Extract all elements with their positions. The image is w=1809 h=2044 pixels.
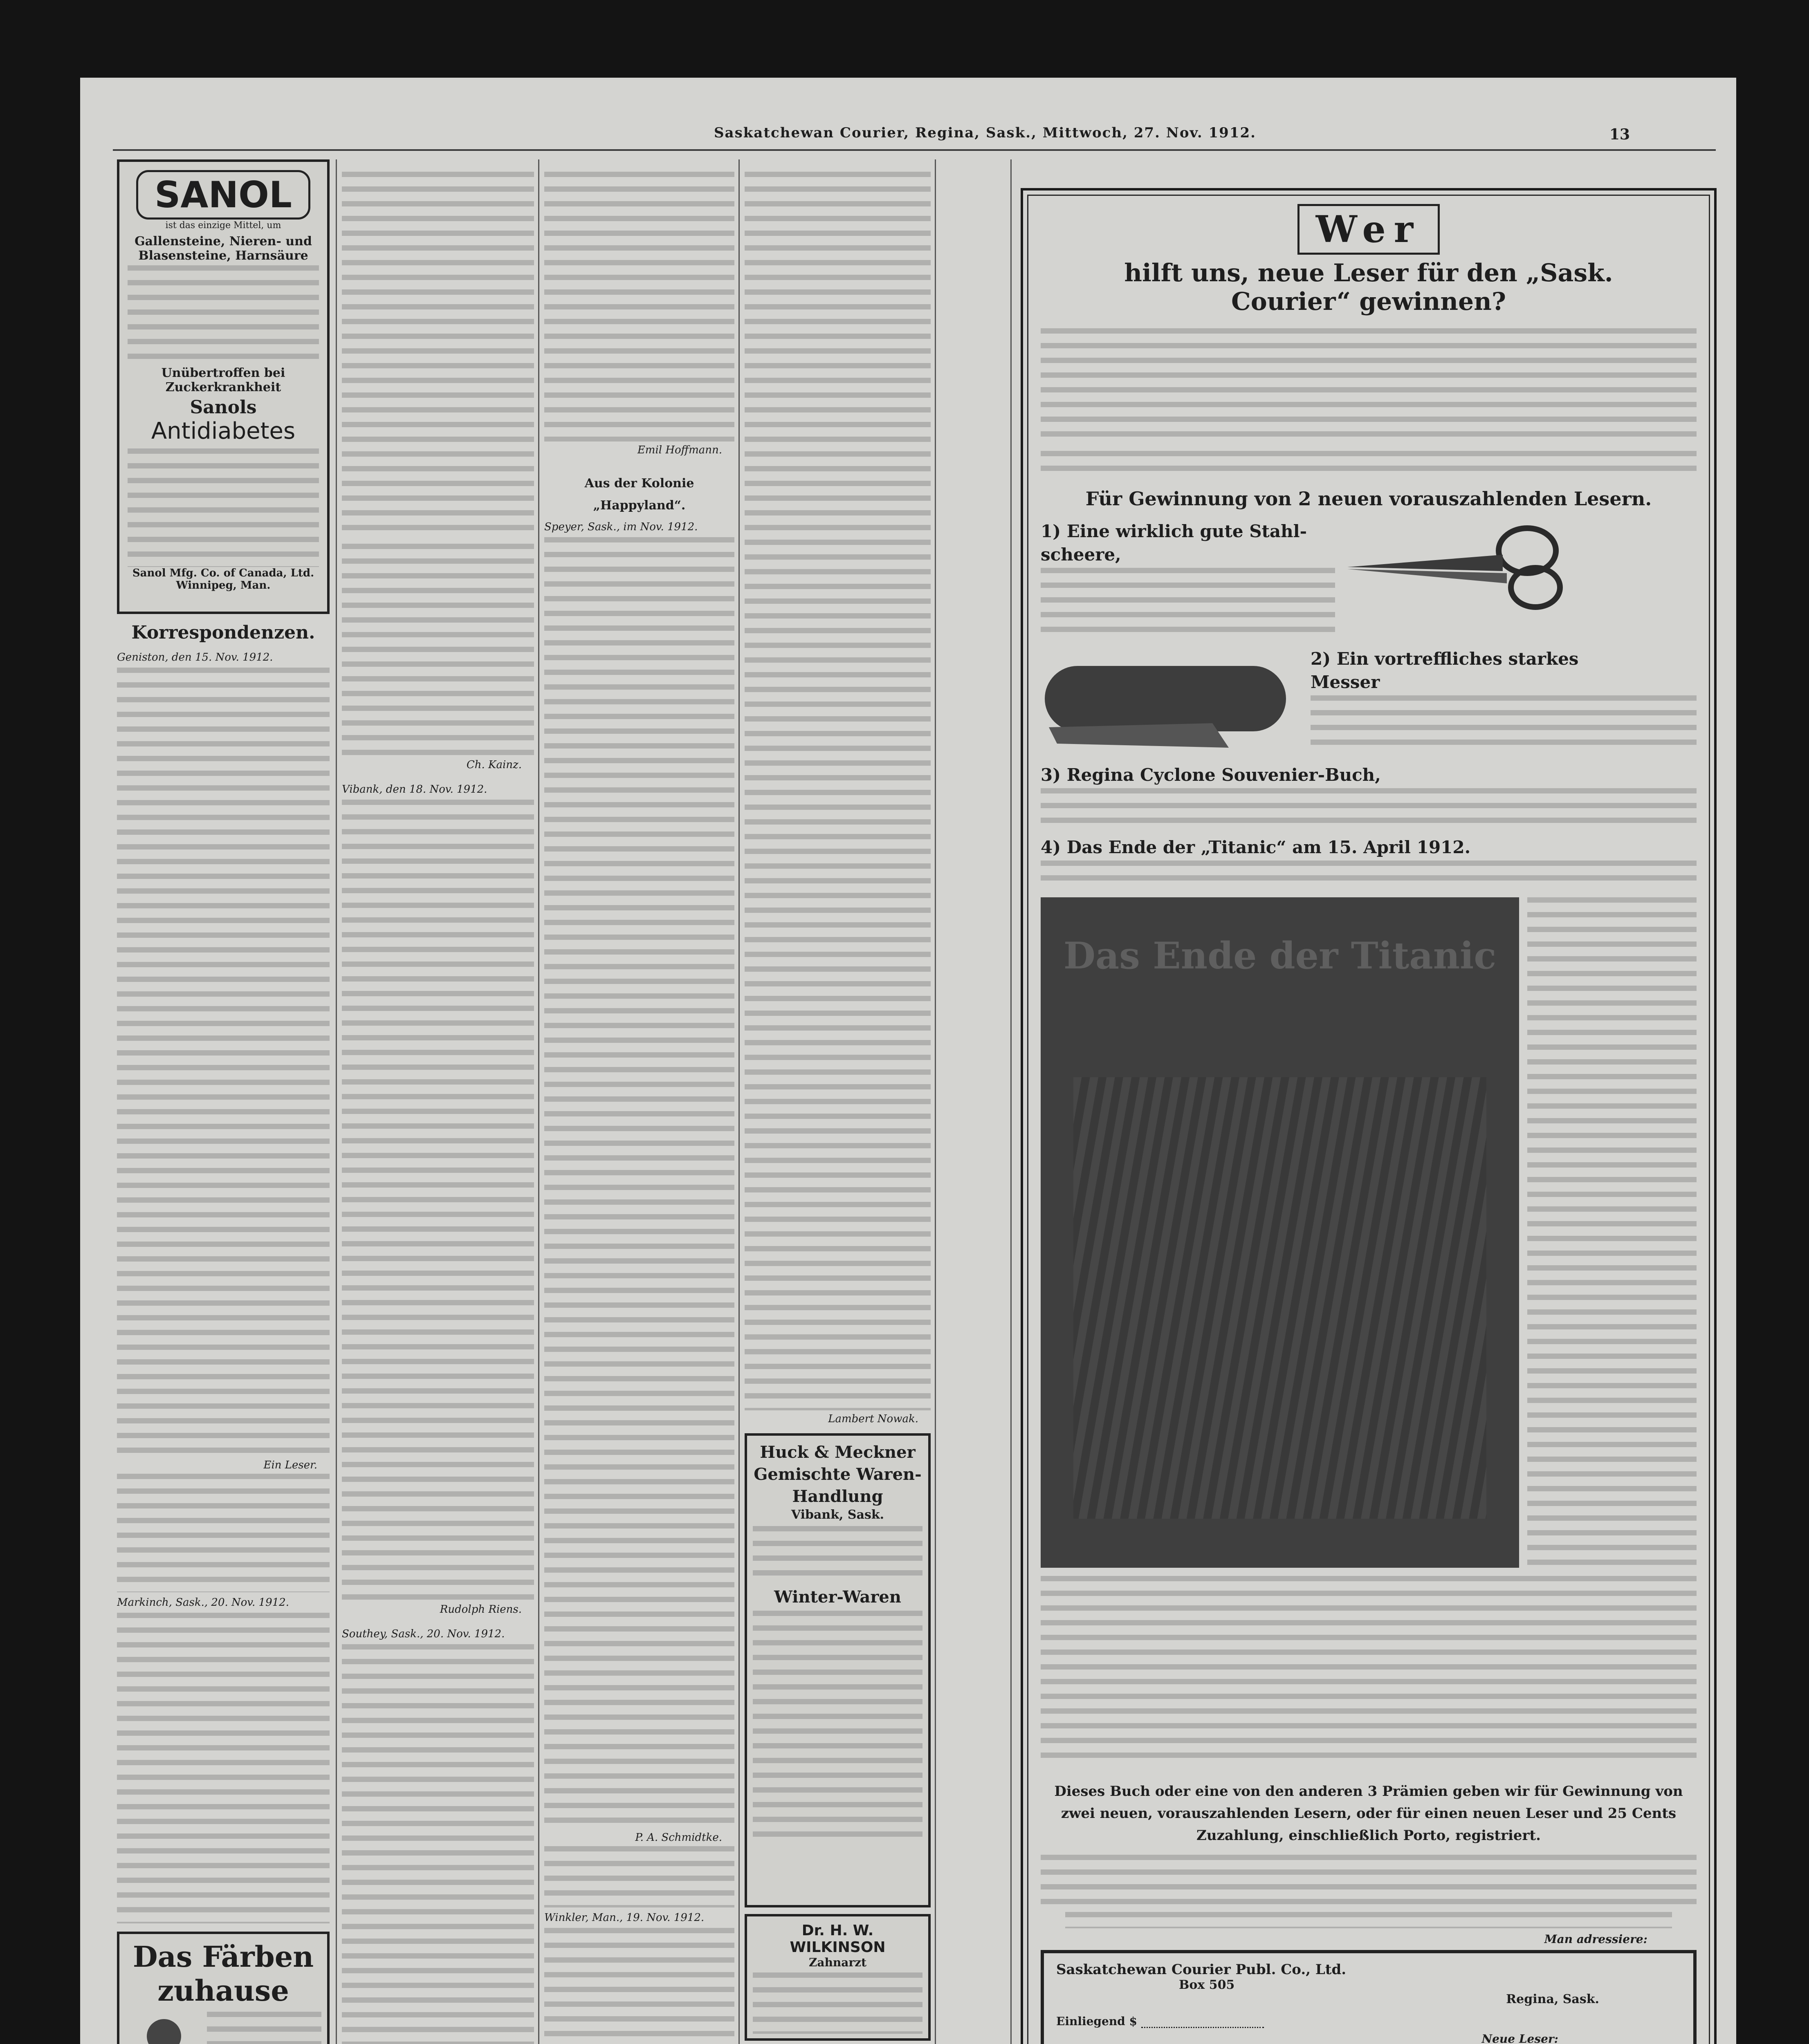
dyola-title2: zuhause [157,1974,289,2008]
ad-text [753,1972,922,2034]
form-enc-field[interactable] [1141,2015,1264,2028]
book-cover-texture [1073,1077,1486,1519]
form-firm: Saskatchewan Courier Publ. Co., Ltd. [1056,1961,1347,1978]
signature: P. A. Schmidtke. [635,1831,722,1844]
column-4 [745,159,931,2044]
signature: Rudolph Riens. [440,1603,522,1616]
dateline: Geniston, den 15. Nov. 1912. [117,651,273,663]
form-heading: Man adressiere: [1544,1932,1647,1946]
masthead-line: Saskatchewan Courier, Regina, Sask., Mittwoch, 27. Nov. 1912. [714,125,1256,141]
prize-1: 1) Eine wirklich gute Stahl- [1041,521,1307,541]
prize-4-text [1041,861,1697,889]
ad-text [753,1526,922,1583]
column-3 [544,159,734,2044]
prize-1b: scheere, [1041,545,1121,565]
sanol-text [128,265,319,363]
dateline: Markinch, Sask., 20. Nov. 1912. [117,1596,289,1609]
article-text [745,172,931,1410]
prize-2: 2) Ein vortreffliches starkes [1311,649,1579,669]
promo-fuer: Für Gewinnung von 2 neuen vorauszahlenden Lesern. [1085,488,1652,510]
ad-subtitle: Winter-Waren [774,1587,901,1607]
titanic-text-2 [1041,1576,1697,1764]
page-number: 13 [1609,126,1630,143]
article-text [342,544,534,756]
article-text [117,1613,330,1923]
column-divider [1010,159,1012,2044]
ad-location: Vibank, Sask. [791,1508,884,1522]
order-form [1041,1950,1697,2044]
article-text [544,172,734,442]
offer-note-2 [1065,1912,1672,1928]
titanic-book-image [1041,897,1519,1568]
dateline: Vibank, den 18. Nov. 1912. [342,783,487,796]
sanol-sub: ist das einzige Mittel, um [165,220,281,231]
article-text [342,172,534,531]
korrespondenzen-title: Korrespondenzen. [131,622,315,643]
column-divider [738,159,740,2044]
dentist-role: Zahnarzt [808,1956,867,1969]
dateline: Winkler, Man., 19. Nov. 1912. [544,1912,705,1924]
signature: Ein Leser. [263,1459,317,1471]
column-divider [538,159,539,2044]
dateline: Southey, Sask., 20. Nov. 1912. [342,1628,505,1640]
article-text [117,668,330,1457]
article-text [342,800,534,1601]
ad-text [753,1611,922,1840]
dyola-title1: Das Färben [132,1940,314,1974]
prize-2b: Messer [1311,672,1380,692]
woman-illustration [125,2012,203,2044]
promo-frame [1021,188,1717,2044]
prize-3: 3) Regina Cyclone Souvenier-Buch, [1041,765,1381,785]
form-city: Regina, Sask. [1506,1992,1599,2006]
offer-note [1041,1855,1697,1908]
huck-meckner-ad [745,1433,931,1907]
article-text [544,1928,734,2044]
article-text [544,1846,734,1907]
sanol-ad [117,159,330,614]
signature: Lambert Nowak. [828,1413,918,1425]
sanol-title3: Antidiabetes [151,418,296,444]
column-divider [336,159,337,2044]
scissors-illustration [1339,518,1568,616]
titanic-text [1527,897,1697,1568]
dyola-text [207,2012,321,2044]
prize-2-text [1311,695,1697,753]
signature: Ch. Kainz. [466,759,522,771]
form-box: Box 505 [1179,1978,1235,1992]
column-1 [117,159,330,2044]
sanol-title2: Sanols [190,397,257,418]
dyola-ad [117,1932,330,2044]
promo-intro-2 [1041,451,1697,480]
promo-headline-2: Courier“ gewinnen? [1231,287,1506,316]
promo-headline: hilft uns, neue Leser für den „Sask. [1124,259,1613,287]
promo-wer: Wer [1297,204,1440,255]
knife-illustration [1041,645,1302,752]
column-divider [935,159,936,2044]
wilkinson-ad [745,1914,931,2041]
form-enc-label: Einliegend $ [1056,2015,1137,2028]
newspaper-page [80,78,1736,2044]
article-text [544,537,734,1829]
sanol-price-list [128,448,319,567]
form-readers: Neue Leser: [1481,2032,1558,2044]
ad-title: Huck & Meckner [760,1443,916,1462]
sanol-lead: Gallensteine, Nieren- und Blasensteine, Harnsäure [135,234,312,263]
article-title: Aus der Kolonie „Happyland“. [584,476,694,513]
header-rule [113,149,1716,151]
ad-title: Gemischte Waren- [754,1465,922,1484]
column-2 [342,159,534,2044]
sanol-sub2: Unübertroffen bei Zuckerkrankheit [161,366,285,394]
offer-text: Dieses Buch oder eine von den anderen 3 Prämien geben wir für Gewinnung von zwei neuen, vorauszahlenden Lesern, oder für einen neuen Leser und 25 Cents Zuzahlung, einschließlich Porto, registriert. [1054,1783,1683,1844]
promo-intro [1041,328,1697,443]
prize-1-text [1041,568,1335,633]
prize-4: 4) Das Ende der „Titanic“ am 15. April 1912. [1041,837,1471,857]
sanol-title: SANOL [136,170,310,220]
ad-title: Handlung [792,1487,883,1506]
prize-3-text [1041,788,1697,829]
article-text [342,1644,534,2044]
article-text [117,1474,330,1592]
dateline: Speyer, Sask., im Nov. 1912. [544,521,698,533]
sanol-company: Sanol Mfg. Co. of Canada, Ltd. Winnipeg, Man. [132,567,314,592]
signature: Emil Hoffmann. [637,444,722,456]
dentist-name: Dr. H. W. WILKINSON [790,1922,886,1956]
book-cover-title: Das Ende der Titanic [1063,934,1497,977]
